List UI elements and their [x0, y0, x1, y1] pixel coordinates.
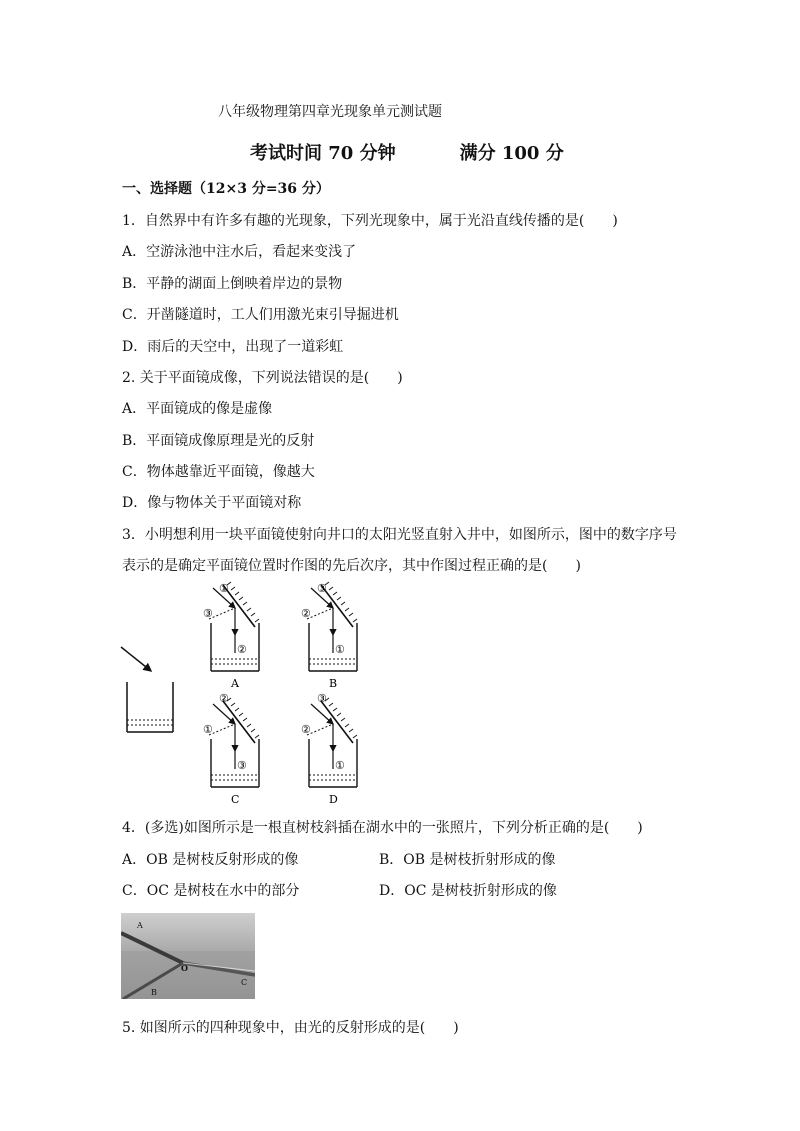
order-top: ③ [317, 582, 327, 595]
exam-info [250, 139, 564, 165]
option-label: B [329, 677, 338, 690]
mirror [321, 701, 353, 743]
order-left: ③ [203, 607, 213, 620]
question-1-option-c: C．开凿隧道时，工人们用激光束引导掘进机 [122, 307, 399, 323]
question-4-option-b: B．OB 是树枝折射形成的像 [379, 852, 556, 868]
question-3-stem-line2: 表示的是确定平面镜位置时作图的先后次序，其中作图过程正确的是( ) [122, 558, 581, 574]
point-c-label: C [241, 978, 248, 987]
order-bottom: ③ [237, 759, 247, 772]
question-4-option-d: D．OC 是树枝折射形成的像 [379, 883, 557, 899]
question-4-stem: 4．(多选)如图所示是一根直树枝斜插在湖水中的一张照片，下列分析正确的是( ) [122, 820, 643, 836]
point-a-label: A [137, 921, 143, 930]
order-left: ① [203, 723, 213, 736]
question-1-option-b: B．平静的湖面上倒映着岸边的景物 [122, 276, 343, 292]
question-4-option-a: A．OB 是树枝反射形成的像 [122, 852, 299, 868]
full-score: 满分 100 分 [459, 143, 564, 164]
order-top: ② [219, 692, 229, 705]
figure-option-a [203, 582, 259, 690]
branch-photo [121, 913, 255, 999]
question-2-option-c: C．物体越靠近平面镜，像越大 [122, 464, 315, 480]
option-label: C [231, 793, 240, 806]
option-label: A [231, 677, 239, 690]
order-bottom: ① [335, 759, 345, 772]
order-left: ② [301, 607, 311, 620]
point-o-label: O [181, 963, 188, 973]
question-5-stem: 5. 如图所示的四种现象中，由光的反射形成的是( ) [122, 1020, 459, 1036]
figure-option-c [203, 692, 259, 806]
question-1-option-d: D．雨后的天空中，出现了一道彩虹 [122, 339, 344, 355]
question-2-option-b: B．平面镜成像原理是光的反射 [122, 433, 315, 449]
question-2-option-a: A．平面镜成的像是虚像 [122, 401, 273, 417]
order-bottom: ① [335, 643, 345, 656]
order-left: ② [301, 723, 311, 736]
mirror [223, 701, 255, 743]
order-top: ① [219, 582, 229, 595]
figure-option-d [301, 692, 357, 806]
exam-time: 考试时间 70 分钟 [250, 143, 396, 164]
point-b-label: B [151, 988, 157, 997]
option-label: D [329, 793, 338, 806]
document-title: 八年级物理第四章光现象单元测试题 [218, 104, 442, 120]
question-2-option-d: D．像与物体关于平面镜对称 [122, 495, 302, 511]
question-1-option-a: A．空游泳池中注水后，看起来变浅了 [122, 244, 357, 260]
figure-option-b [301, 582, 357, 690]
question-4-option-c: C．OC 是树枝在水中的部分 [122, 883, 300, 899]
section-heading: 一、选择题（12×3 分=36 分） [122, 181, 330, 197]
question-2-stem: 2. 关于平面镜成像，下列说法错误的是( ) [122, 370, 403, 386]
sunlight-ray [121, 647, 151, 671]
order-top: ③ [317, 692, 327, 705]
reference-well [121, 647, 173, 732]
question-3-stem-line1: 3．小明想利用一块平面镜使射向井口的太阳光竖直射入井中，如图所示，图中的数字序号 [122, 527, 677, 543]
question-3-figure [115, 575, 375, 810]
order-bottom: ② [237, 643, 247, 656]
question-1-stem: 1．自然界中有许多有趣的光现象，下列光现象中，属于光沿直线传播的是( ) [122, 213, 618, 229]
